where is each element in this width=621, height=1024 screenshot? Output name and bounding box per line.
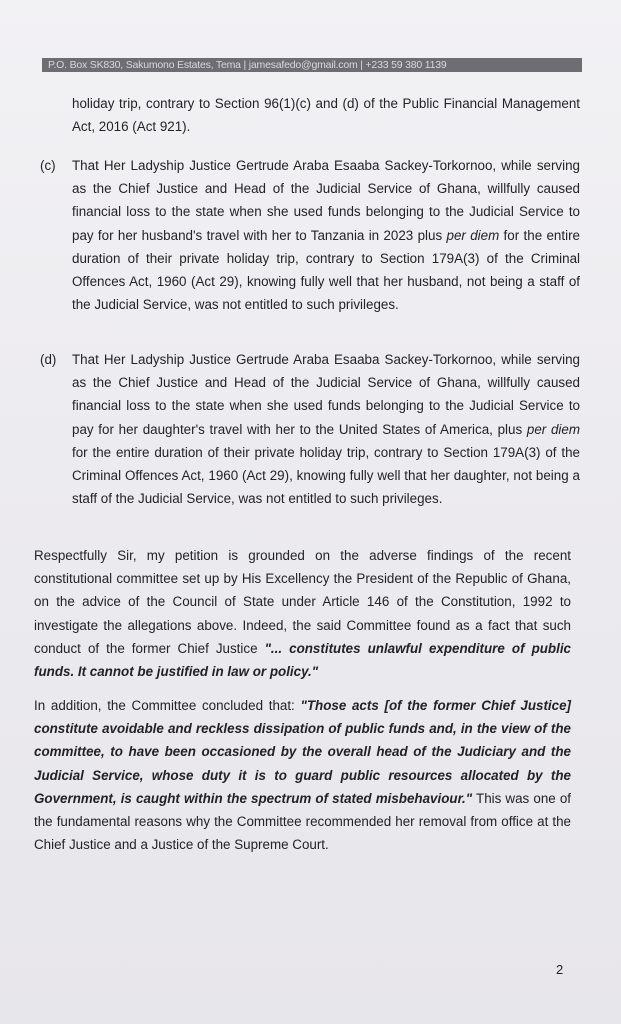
continuation-text: holiday trip, contrary to Section 96(1)(c) and (d) of the Public Financial Management Act, 2016 (Act 921).: [72, 96, 580, 135]
conclusion-outro: This was one of the fundamental reasons why the Committee recommended her removal from office at the Chief Justice and a Justice of the Supreme Court.: [34, 790, 571, 853]
item-italic-term: per diem: [446, 227, 500, 243]
conclusion-paragraph: [34, 694, 571, 856]
page-number: 2: [556, 962, 564, 977]
continuation-paragraph: [72, 92, 580, 138]
item-text-before: That Her Ladyship Justice Gertrude Araba Esaaba Sackey-Torkornoo, while serving as the Chief Justice and Head of the Judicial Service of Ghana, willfully caused financial loss to the state when she used funds belonging to the Judicial Service to pay for her husband's travel with her to Tanzania in 2023 plus: [72, 158, 580, 243]
list-item-d: [40, 348, 580, 510]
findings-quote: "... constitutes unlawful expenditure of public funds. It cannot be justified in law or policy.": [34, 640, 571, 680]
item-text-before: That Her Ladyship Justice Gertrude Araba Esaaba Sackey-Torkornoo, while serving as the Chief Justice and Head of the Judicial Service of Ghana, willfully caused financial loss to the state when she used funds belonging to the Judicial Service to pay for her daughter's travel with her to the United States of America, plus: [72, 352, 580, 437]
list-item-c: [40, 154, 580, 316]
letterhead-contact-bar: [42, 58, 582, 72]
list-marker: (c): [40, 158, 56, 173]
findings-text: Respectfully Sir, my petition is grounded on the adverse findings of the recent constitutional committee set up by His Excellency the President of the Republic of Ghana, on the advice of the Council of State under Article 146 of the Constitution, 1992 to investigate the allegations above. Indeed, the said Committee found as a fact that such conduct of the former Chief Justice: [34, 548, 571, 656]
item-text-after: for the entire duration of their private holiday trip, contrary to Section 179A(3) of the Criminal Offences Act, 1960 (Act 29), knowing fully well that her daughter, not being a staff of the Judicial Service, was not entitled to such privileges.: [72, 444, 580, 507]
list-marker: (d): [40, 352, 57, 367]
conclusion-intro: In addition, the Committee concluded that:: [34, 698, 301, 713]
list-item-text: [72, 154, 580, 316]
item-text-after: for the entire duration of their private holiday trip, contrary to Section 179A(3) of the Criminal Offences Act, 1960 (Act 29), knowing fully well that her husband, not being a staff of the Judicial Service, was not entitled to such privileges.: [72, 227, 580, 313]
conclusion-quote: "Those acts [of the former Chief Justice] constitute avoidable and reckless dissipation of public funds and, in the view of the committee, to have been occasioned by the overall head of the Judiciary and the Judicial Service, whose duty it is to guard public resources allocated by the Government, is caught within the spectrum of stated misbehaviour.": [34, 698, 572, 806]
list-item-text: [72, 348, 580, 510]
contact-line: P.O. Box SK830, Sakumono Estates, Tema | jamesafedo@gmail.com | +233 59 380 1139: [48, 59, 447, 71]
findings-paragraph: [34, 544, 571, 683]
item-italic-term: per diem: [526, 421, 580, 437]
